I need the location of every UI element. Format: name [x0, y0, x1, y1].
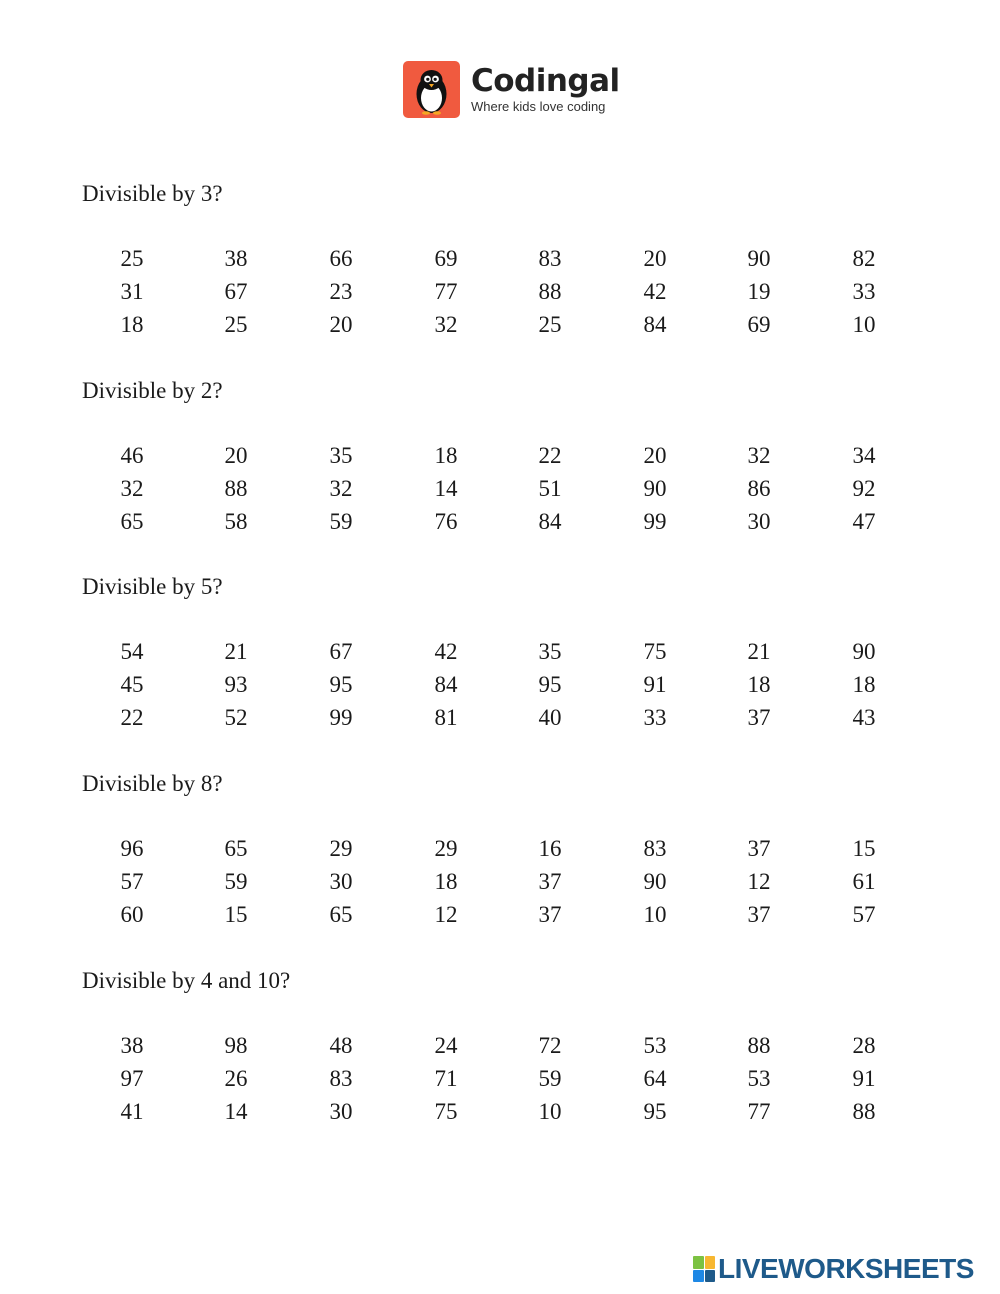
number-cell[interactable]: 12 — [747, 869, 771, 894]
number-row — [0, 1065, 1000, 1098]
number-cell[interactable]: 91 — [643, 672, 667, 697]
number-cell[interactable]: 53 — [643, 1033, 667, 1058]
number-grid — [0, 442, 1000, 541]
number-cell[interactable]: 10 — [538, 1099, 562, 1124]
number-cell[interactable]: 18 — [434, 443, 458, 468]
number-cell[interactable]: 24 — [434, 1033, 458, 1058]
number-cell[interactable]: 90 — [747, 246, 771, 271]
number-cell[interactable]: 15 — [852, 836, 876, 861]
number-cell[interactable]: 77 — [747, 1099, 771, 1124]
question-title: Divisible by 4 and 10? — [82, 968, 291, 993]
number-cell[interactable]: 54 — [120, 639, 144, 664]
number-cell[interactable]: 84 — [643, 312, 667, 337]
number-row — [0, 704, 1000, 737]
number-cell[interactable]: 20 — [224, 443, 248, 468]
number-cell[interactable]: 60 — [120, 902, 144, 927]
number-cell[interactable]: 84 — [538, 509, 562, 534]
number-cell[interactable]: 33 — [852, 279, 876, 304]
number-cell[interactable]: 41 — [120, 1099, 144, 1124]
number-cell[interactable]: 98 — [224, 1033, 248, 1058]
number-cell[interactable]: 25 — [538, 312, 562, 337]
number-cell[interactable]: 53 — [747, 1066, 771, 1091]
number-cell[interactable]: 48 — [329, 1033, 353, 1058]
number-cell[interactable]: 42 — [643, 279, 667, 304]
liveworksheets-watermark — [693, 1254, 974, 1284]
number-cell[interactable]: 12 — [434, 902, 458, 927]
number-cell[interactable]: 61 — [852, 869, 876, 894]
number-cell[interactable]: 83 — [538, 246, 562, 271]
question-title: Divisible by 5? — [82, 574, 223, 599]
number-cell[interactable]: 18 — [747, 672, 771, 697]
number-cell[interactable]: 92 — [852, 476, 876, 501]
number-cell[interactable]: 75 — [643, 639, 667, 664]
number-cell[interactable]: 38 — [120, 1033, 144, 1058]
number-cell[interactable]: 88 — [538, 279, 562, 304]
number-grid — [0, 1032, 1000, 1131]
number-cell[interactable]: 67 — [224, 279, 248, 304]
number-cell[interactable]: 91 — [852, 1066, 876, 1091]
number-cell[interactable]: 14 — [224, 1099, 248, 1124]
number-cell[interactable]: 90 — [852, 639, 876, 664]
number-cell[interactable]: 99 — [329, 705, 353, 730]
number-row — [0, 901, 1000, 934]
number-row — [0, 508, 1000, 541]
number-cell[interactable]: 38 — [224, 246, 248, 271]
number-cell[interactable]: 26 — [224, 1066, 248, 1091]
number-cell[interactable]: 29 — [434, 836, 458, 861]
number-cell[interactable]: 20 — [643, 443, 667, 468]
number-cell[interactable]: 15 — [224, 902, 248, 927]
number-cell[interactable]: 18 — [434, 869, 458, 894]
number-cell[interactable]: 83 — [643, 836, 667, 861]
codingal-logo — [403, 61, 620, 118]
question-title: Divisible by 2? — [82, 378, 223, 403]
number-cell[interactable]: 83 — [329, 1066, 353, 1091]
number-cell[interactable]: 30 — [329, 869, 353, 894]
number-cell[interactable]: 31 — [120, 279, 144, 304]
number-row — [0, 245, 1000, 278]
penguin-icon — [403, 61, 460, 118]
number-cell[interactable]: 81 — [434, 705, 458, 730]
number-row — [0, 311, 1000, 344]
number-cell[interactable]: 32 — [120, 476, 144, 501]
number-cell[interactable]: 66 — [329, 246, 353, 271]
number-cell[interactable]: 88 — [852, 1099, 876, 1124]
number-row — [0, 475, 1000, 508]
number-row — [0, 1032, 1000, 1065]
number-cell[interactable]: 95 — [329, 672, 353, 697]
question-title: Divisible by 8? — [82, 771, 223, 796]
number-cell[interactable]: 88 — [747, 1033, 771, 1058]
number-cell[interactable]: 57 — [852, 902, 876, 927]
number-cell[interactable]: 69 — [434, 246, 458, 271]
number-cell[interactable]: 59 — [329, 509, 353, 534]
liveworksheets-wordmark: LIVEWORKSHEETS — [718, 1253, 974, 1284]
number-grid — [0, 245, 1000, 344]
number-row — [0, 835, 1000, 868]
number-cell[interactable]: 25 — [224, 312, 248, 337]
number-cell[interactable]: 32 — [434, 312, 458, 337]
number-cell[interactable]: 34 — [852, 443, 876, 468]
number-cell[interactable]: 76 — [434, 509, 458, 534]
number-cell[interactable]: 82 — [852, 246, 876, 271]
number-grid — [0, 835, 1000, 934]
number-cell[interactable]: 72 — [538, 1033, 562, 1058]
number-cell[interactable]: 20 — [329, 312, 353, 337]
liveworksheets-icon — [693, 1256, 715, 1282]
number-row — [0, 638, 1000, 671]
number-cell[interactable]: 32 — [747, 443, 771, 468]
number-row — [0, 1098, 1000, 1131]
number-row — [0, 278, 1000, 311]
number-row — [0, 868, 1000, 901]
number-cell[interactable]: 99 — [643, 509, 667, 534]
number-cell[interactable]: 59 — [538, 1066, 562, 1091]
number-cell[interactable]: 35 — [329, 443, 353, 468]
number-cell[interactable]: 30 — [747, 509, 771, 534]
number-cell[interactable]: 88 — [224, 476, 248, 501]
question-title: Divisible by 3? — [82, 181, 223, 206]
number-cell[interactable]: 95 — [643, 1099, 667, 1124]
number-cell[interactable]: 29 — [329, 836, 353, 861]
number-cell[interactable]: 25 — [120, 246, 144, 271]
number-cell[interactable]: 75 — [434, 1099, 458, 1124]
number-cell[interactable]: 58 — [224, 509, 248, 534]
number-cell[interactable]: 19 — [747, 279, 771, 304]
number-cell[interactable]: 23 — [329, 279, 353, 304]
number-cell[interactable]: 21 — [224, 639, 248, 664]
number-grid — [0, 638, 1000, 737]
number-cell[interactable]: 64 — [643, 1066, 667, 1091]
number-cell[interactable]: 90 — [643, 476, 667, 501]
number-cell[interactable]: 46 — [120, 443, 144, 468]
number-cell[interactable]: 22 — [120, 705, 144, 730]
number-cell[interactable]: 21 — [747, 639, 771, 664]
number-cell[interactable]: 51 — [538, 476, 562, 501]
number-cell[interactable]: 52 — [224, 705, 248, 730]
number-cell[interactable]: 86 — [747, 476, 771, 501]
number-cell[interactable]: 37 — [747, 902, 771, 927]
number-cell[interactable]: 71 — [434, 1066, 458, 1091]
number-cell[interactable]: 33 — [643, 705, 667, 730]
number-cell[interactable]: 45 — [120, 672, 144, 697]
number-cell[interactable]: 18 — [120, 312, 144, 337]
number-cell[interactable]: 47 — [852, 509, 876, 534]
number-cell[interactable]: 14 — [434, 476, 458, 501]
number-cell[interactable]: 20 — [643, 246, 667, 271]
number-row — [0, 671, 1000, 704]
number-cell[interactable]: 16 — [538, 836, 562, 861]
number-cell[interactable]: 93 — [224, 672, 248, 697]
number-cell[interactable]: 69 — [747, 312, 771, 337]
brand-name: Codingal — [471, 63, 620, 99]
number-cell[interactable]: 90 — [643, 869, 667, 894]
number-cell[interactable]: 37 — [747, 705, 771, 730]
number-cell[interactable]: 28 — [852, 1033, 876, 1058]
number-cell[interactable]: 77 — [434, 279, 458, 304]
number-cell[interactable]: 84 — [434, 672, 458, 697]
number-cell[interactable]: 30 — [329, 1099, 353, 1124]
number-cell[interactable]: 35 — [538, 639, 562, 664]
number-cell[interactable]: 96 — [120, 836, 144, 861]
number-cell[interactable]: 37 — [538, 869, 562, 894]
number-cell[interactable]: 65 — [224, 836, 248, 861]
number-cell[interactable]: 67 — [329, 639, 353, 664]
number-cell[interactable]: 42 — [434, 639, 458, 664]
number-row — [0, 442, 1000, 475]
number-cell[interactable]: 59 — [224, 869, 248, 894]
number-cell[interactable]: 95 — [538, 672, 562, 697]
number-cell[interactable]: 10 — [852, 312, 876, 337]
number-cell[interactable]: 43 — [852, 705, 876, 730]
number-cell[interactable]: 37 — [538, 902, 562, 927]
number-cell[interactable]: 37 — [747, 836, 771, 861]
number-cell[interactable]: 40 — [538, 705, 562, 730]
number-cell[interactable]: 18 — [852, 672, 876, 697]
number-cell[interactable]: 22 — [538, 443, 562, 468]
number-cell[interactable]: 57 — [120, 869, 144, 894]
number-cell[interactable]: 10 — [643, 902, 667, 927]
number-cell[interactable]: 32 — [329, 476, 353, 501]
brand-tagline: Where kids love coding — [471, 99, 606, 114]
number-cell[interactable]: 65 — [120, 509, 144, 534]
number-cell[interactable]: 97 — [120, 1066, 144, 1091]
number-cell[interactable]: 65 — [329, 902, 353, 927]
